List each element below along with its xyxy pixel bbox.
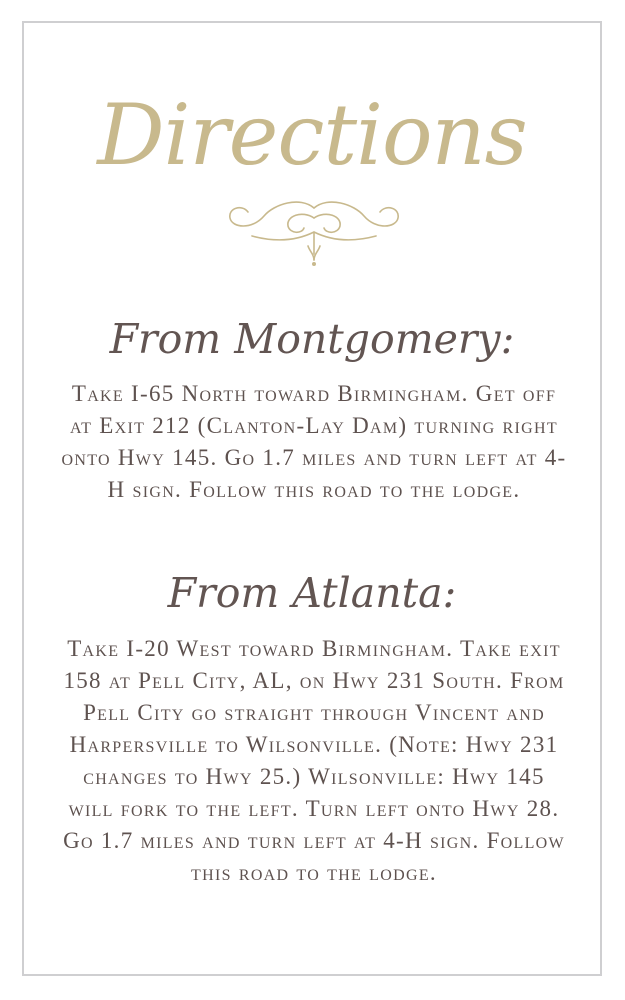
directions-card xyxy=(22,21,602,976)
directions-text-montgomery: Take I-65 North toward Birmingham. Get off at Exit 212 (Clanton-Lay Dam) turning right onto Hwy 145. Go 1.7 miles and turn left at 4-H sign. Follow this road to the lodge. xyxy=(61,381,567,502)
section-heading-montgomery: From Montgomery: xyxy=(109,315,515,363)
directions-text-atlanta: Take I-20 West toward Birmingham. Take exit 158 at Pell City, AL, on Hwy 231 South. From Pell City go straight through Vincent and Harpersville to Wilsonville. (Note: Hwy 231 changes to Hwy 25.) Wilsonville: Hwy 145 will fork to the left. Turn left onto Hwy 28. Go 1.7 miles and turn left at 4-H sign. Follow this road to the lodge. xyxy=(63,636,565,885)
card-title: Directions xyxy=(97,86,527,184)
ornamental-flourish-icon xyxy=(222,198,406,268)
section-heading-atlanta: From Atlanta: xyxy=(167,569,457,617)
